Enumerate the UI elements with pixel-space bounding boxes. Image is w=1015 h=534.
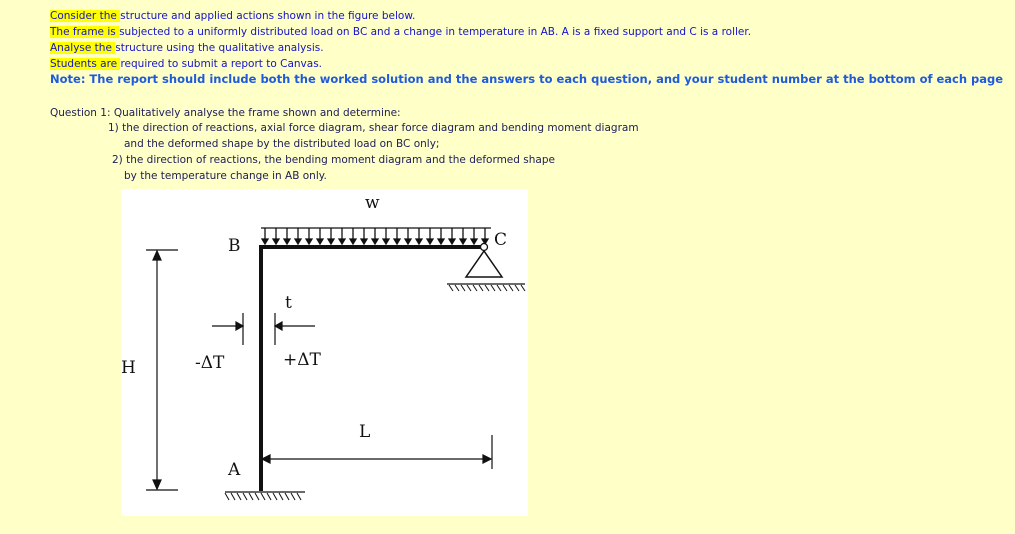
intro-line-2-text: subjected to a uniformly distributed load on BC and a change in temperature in AB. A is a fixed support and C is a roller. [119, 26, 752, 38]
thickness-label-t: t [285, 293, 292, 313]
intro-line-2 [50, 25, 751, 39]
intro-line-4-text: required to submit a report to Canvas. [120, 58, 323, 70]
joint-label-b: B [228, 236, 241, 256]
temp-label-plus: +ΔT [283, 350, 321, 370]
question-item-1a: 1) the direction of reactions, axial force diagram, shear force diagram and bending moment diagram [108, 122, 639, 134]
intro-line-1-highlight: Consider the [50, 10, 121, 22]
intro-line-4 [50, 57, 322, 71]
load-arrows [262, 228, 488, 244]
intro-line-1-text: structure and applied actions shown in the figure below. [120, 10, 416, 22]
question-item-1b: and the deformed shape by the distributed load on BC only; [124, 138, 440, 150]
frame-figure [121, 189, 528, 516]
span-dimension [262, 435, 492, 469]
intro-line-2-highlight: The frame is [50, 26, 120, 38]
height-label-h: H [121, 358, 136, 378]
intro-line-1 [50, 9, 415, 23]
question-title: Question 1: Qualitatively analyse the frame shown and determine: [50, 107, 401, 119]
intro-line-3 [50, 41, 324, 55]
report-note: Note: The report should include both the worked solution and the answers to each question, and your student number at the bottom of each page [50, 72, 1004, 86]
question-item-2b: by the temperature change in AB only. [124, 170, 327, 182]
intro-line-3-highlight: Analyse the [50, 42, 116, 54]
span-label-l: L [359, 422, 371, 442]
fixed-support-a [225, 492, 305, 500]
intro-line-4-highlight: Students are [50, 58, 121, 70]
load-label-w: w [365, 193, 380, 213]
joint-label-c: C [494, 230, 508, 250]
intro-line-3-text: structure using the qualitative analysis. [115, 42, 324, 54]
question-item-2a: 2) the direction of reactions, the bending moment diagram and the deformed shape [112, 154, 555, 166]
joint-label-a: A [228, 460, 241, 480]
temp-label-minus: -ΔT [195, 353, 225, 373]
distributed-load [261, 228, 491, 244]
roller-support-c [447, 244, 525, 292]
height-dimension [146, 250, 178, 490]
thickness-marker [212, 313, 315, 345]
